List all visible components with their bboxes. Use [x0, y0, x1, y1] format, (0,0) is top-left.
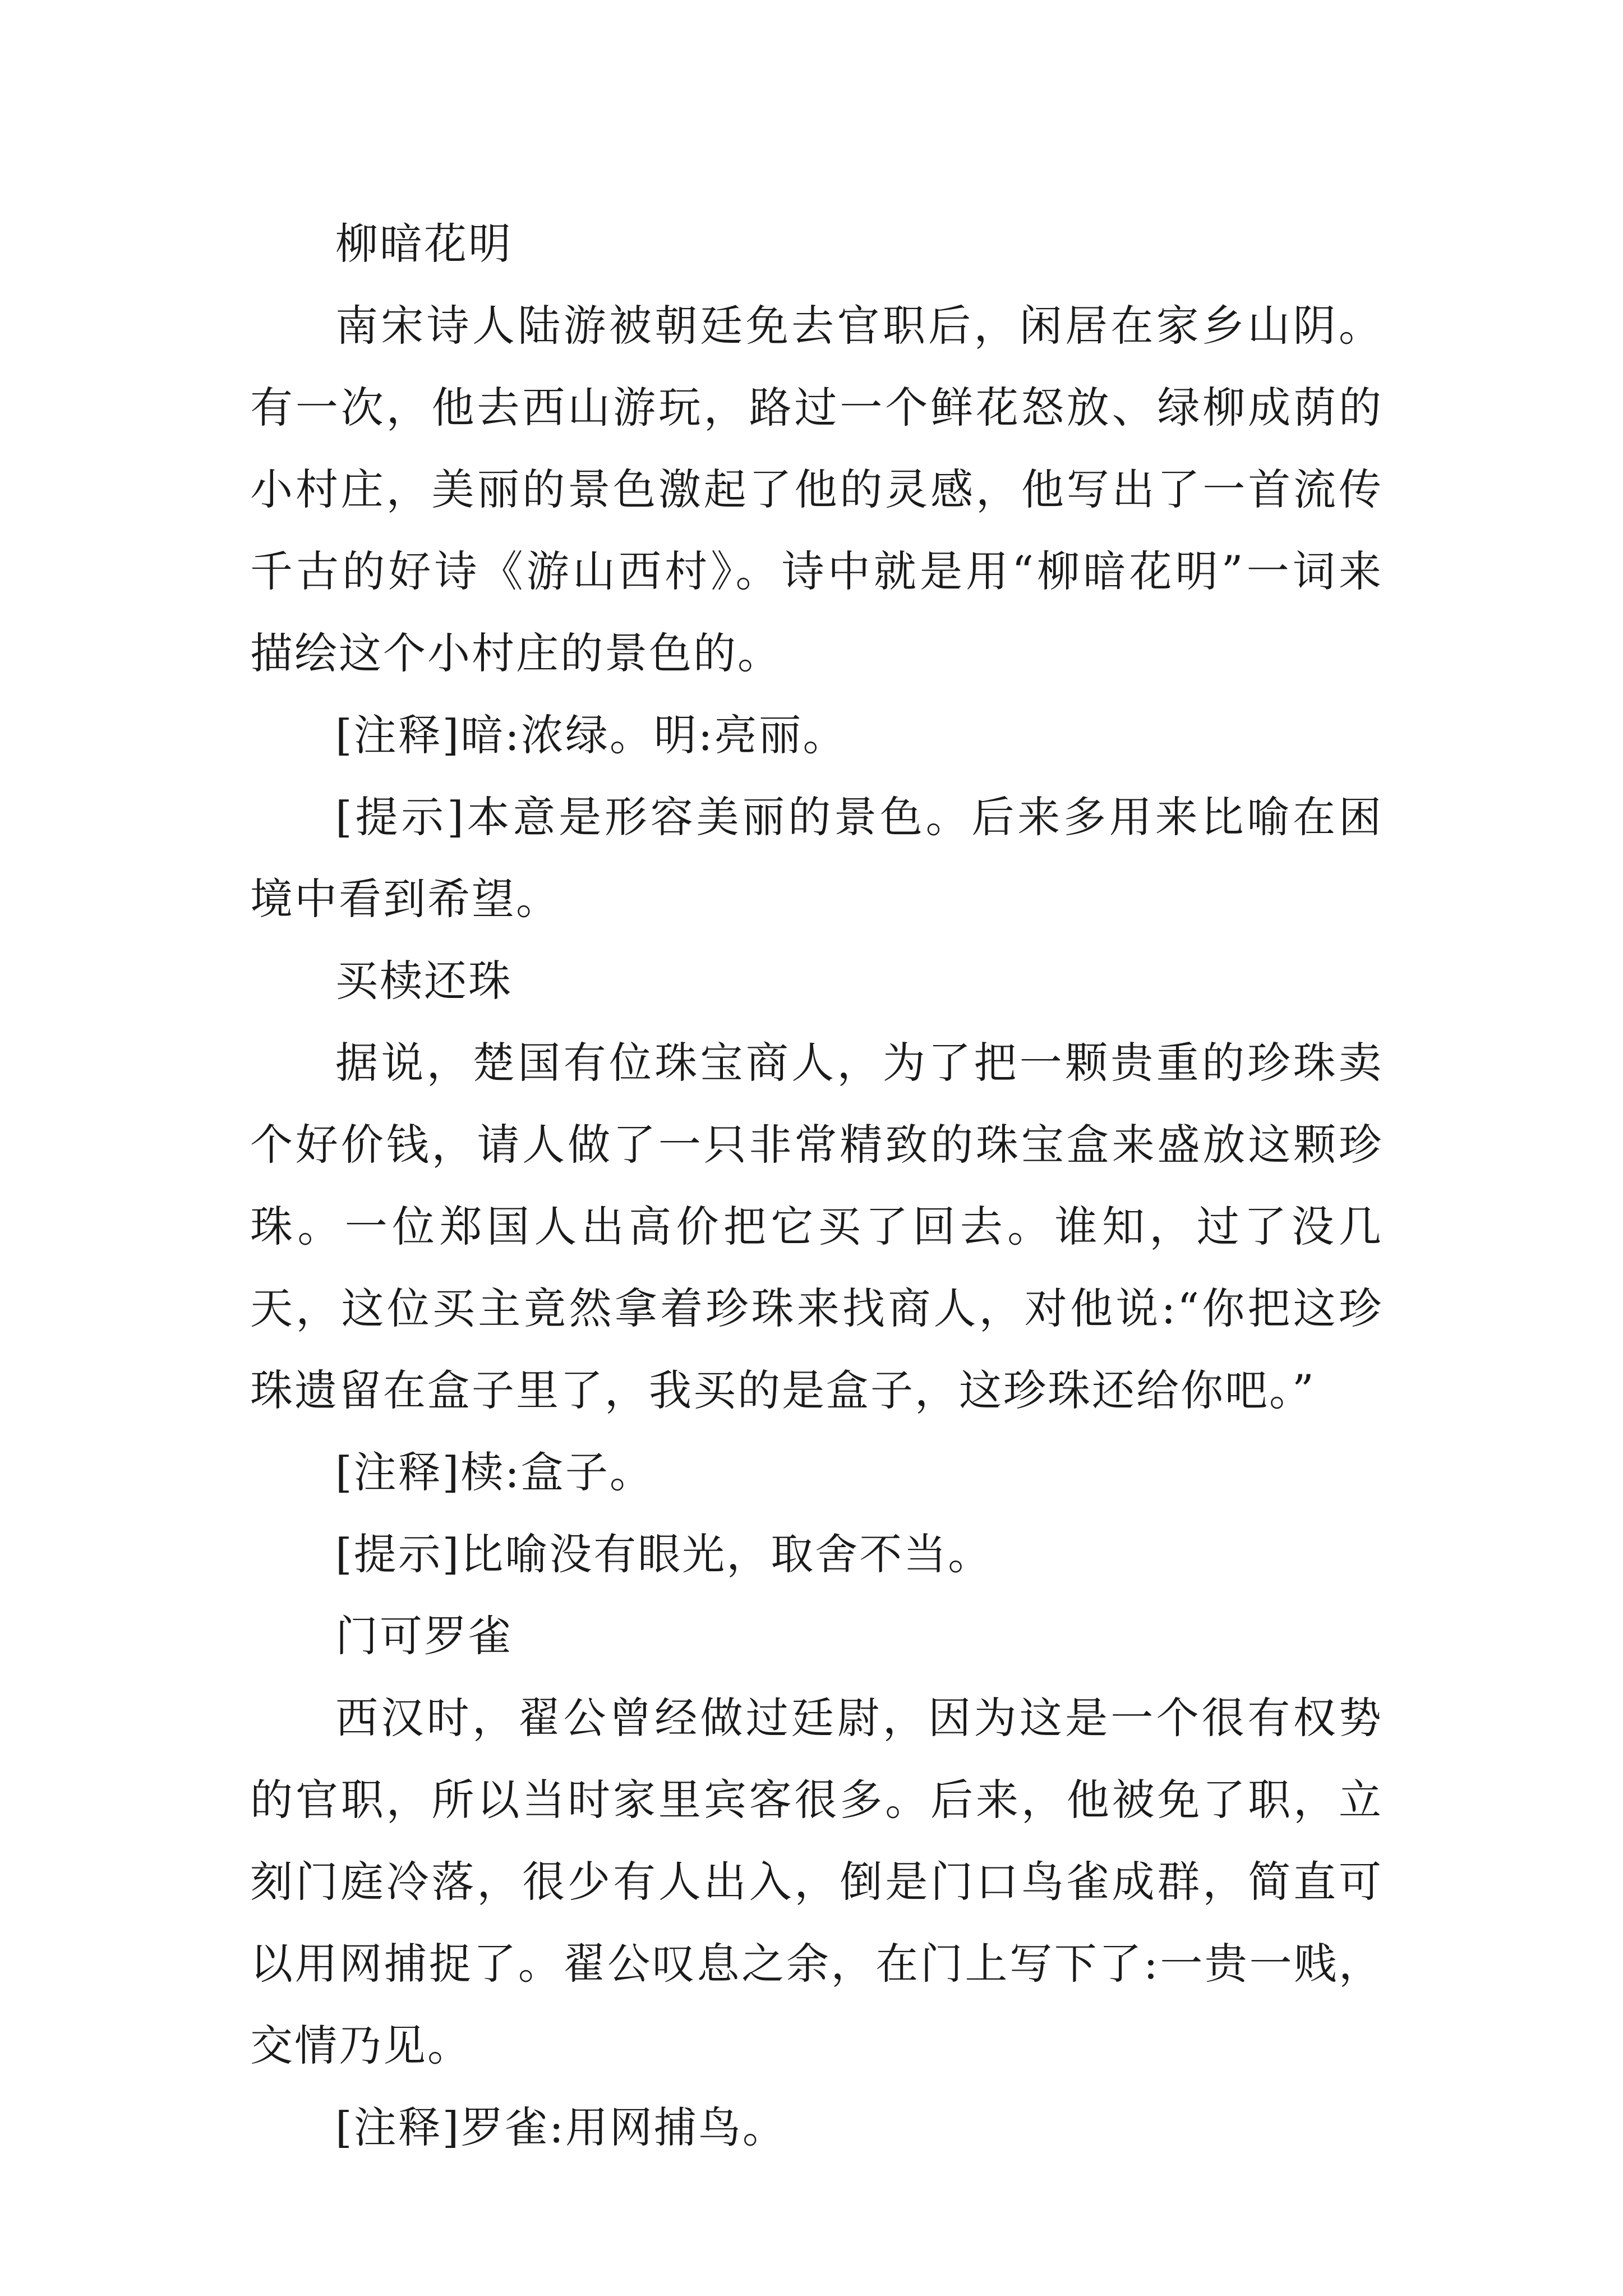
annotation-hint: [提示]比喻没有眼光，取舍不当。 [335, 1529, 993, 1579]
idiom-title-men-ke-luo-que: 门可罗雀 [335, 1611, 513, 1661]
idiom-story-paragraph: 西汉时，翟公曾经做过廷尉，因为这是一个很有权势的官职，所以当时家里宾客很多。后来，他被免了职，立刻门庭冷落，很少有人出入，倒是门口鸟雀成群，简直可以用网捕捉了。翟公叹息之余，在门上写下了:一贵一贱，交情乃见。 [250, 1693, 1383, 2070]
document-body [250, 203, 1383, 2169]
idiom-story-paragraph: 据说，楚国有位珠宝商人，为了把一颗贵重的珍珠卖个好价钱，请人做了一只非常精致的珠宝盒来盛放这颗珍珠。一位郑国人出高价把它买了回去。谁知，过了没几天，这位买主竟然拿着珍珠来找商人，对他说:“你把这珍珠遗留在盒子里了，我买的是盒子，这珍珠还给你吧。” [250, 1038, 1383, 1415]
idiom-title-liu-an-hua-ming: 柳暗花明 [335, 219, 513, 269]
annotation-hint: [提示]本意是形容美丽的景色。后来多用来比喻在困境中看到希望。 [250, 792, 1383, 924]
idiom-title-mai-du-huan-zhu: 买椟还珠 [335, 956, 513, 1006]
annotation-note: [注释]椟:盒子。 [335, 1447, 654, 1497]
annotation-note: [注释]暗:浓绿。明:亮丽。 [335, 710, 847, 760]
idiom-story-paragraph: 南宋诗人陆游被朝廷免去官职后，闲居在家乡山阴。有一次，他去西山游玩，路过一个鲜花怒放、绿柳成荫的小村庄，美丽的景色激起了他的灵感，他写出了一首流传千古的好诗《游山西村》。诗中就是用“柳暗花明”一词来描绘这个小村庄的景色的。 [250, 301, 1383, 678]
annotation-note: [注释]罗雀:用网捕鸟。 [335, 2102, 787, 2152]
